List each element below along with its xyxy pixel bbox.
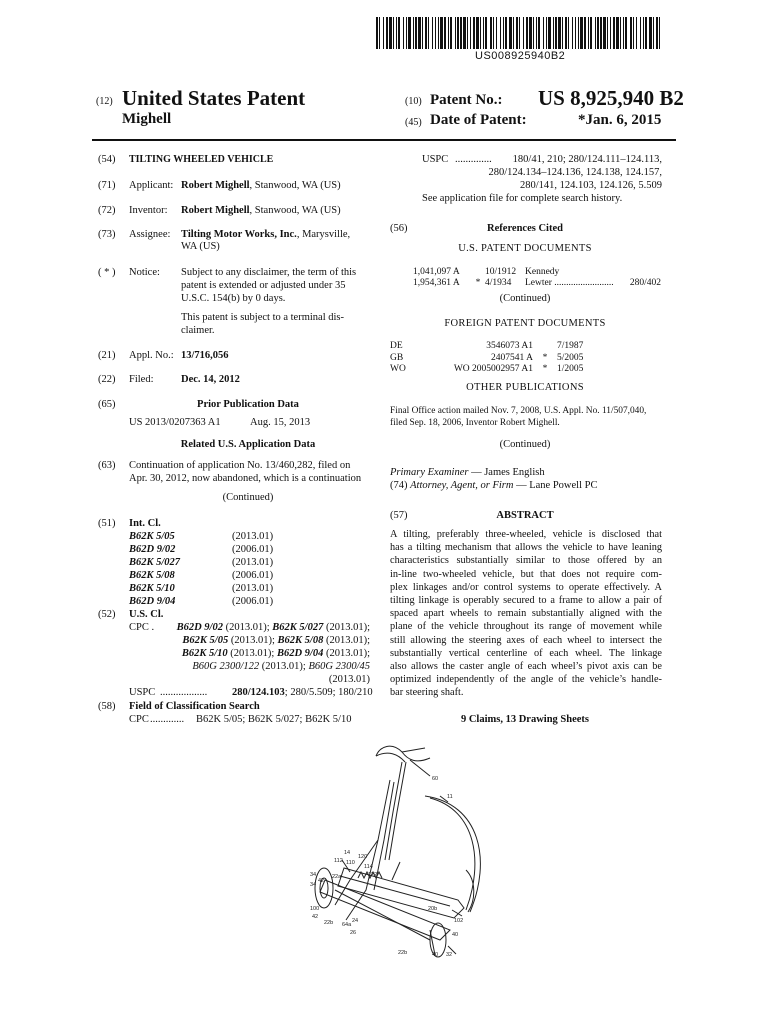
vehicle-drawing [280, 740, 490, 962]
abstract-heading: ABSTRACT [496, 510, 554, 521]
other-publications-continued: (Continued) [499, 439, 551, 450]
code-21: (21) [98, 350, 116, 361]
drawing-ref-label: 22a [332, 874, 342, 880]
drawing-ref-label: 14 [344, 850, 351, 856]
drawing-ref-label: 100 [310, 906, 320, 912]
uspc-search-line-1: 180/41, 210; 280/124.111–124.113, [512, 154, 662, 165]
uspc-search-line-2: 280/124.134–124.136, 124.138, 124.157, [488, 167, 662, 178]
date-of-patent-label: Date of Patent: [430, 112, 527, 128]
field-search-label: Field of Classification Search [129, 701, 260, 712]
uspc-dots: .................. [160, 687, 208, 698]
drawing-ref-label: 102 [454, 918, 464, 924]
int-cl-row: B62D 9/02 (2006.01) [129, 544, 274, 555]
abstract-line: spaced apart wheels to remain substantially aligned with the [390, 608, 662, 620]
field-search-dots: ............. [150, 714, 185, 725]
terminal-disclaimer: This patent is subject to a terminal dis- claimer. [181, 312, 345, 336]
assignee: Tilting Motor Works, Inc., Marysville, [181, 229, 351, 240]
drawing-ref-label: 32 [446, 952, 453, 958]
us-ref-row: 1,954,361 A * 4/1934 Lewter ......................... 280/402 [413, 278, 661, 288]
int-cl-row: B62D 9/04 (2006.01) [129, 596, 274, 607]
us-patent-documents-heading: U.S. PATENT DOCUMENTS [458, 243, 592, 254]
abstract-line: also allows the caster angle of each wheel’s pivot axis can be [390, 661, 662, 673]
code-63: (63) [98, 460, 116, 471]
code-72: (72) [98, 205, 116, 216]
patent-no-label: Patent No.: [430, 92, 503, 108]
foreign-documents-heading: FOREIGN PATENT DOCUMENTS [444, 318, 606, 329]
attorney: (74) Attorney, Agent, or Firm — Lane Powell PC [390, 480, 598, 491]
cpc-line: B62K 5/10 (2013.01); B62D 9/04 (2013.01); [181, 648, 370, 659]
prior-publication-date: Aug. 15, 2013 [250, 417, 311, 428]
see-application-file: See application file for complete search history. [422, 193, 623, 204]
code-22: (22) [98, 374, 116, 385]
code-54: (54) [98, 154, 116, 165]
abstract-line: optimized independently of the angle of the vehicle’s handle- [390, 674, 662, 686]
us-ref-row: 1,041,097 A 10/1912 Kennedy [413, 267, 560, 277]
drawing-ref-label: 40 [432, 952, 439, 958]
drawing-ref-label: 60 [432, 776, 439, 782]
code-51: (51) [98, 518, 116, 529]
assignee-label: Assignee: [129, 229, 171, 240]
field-search-cpc-label: CPC [129, 714, 149, 725]
drawing-ref-label: 122 [368, 872, 378, 878]
related-application-heading: Related U.S. Application Data [180, 439, 316, 450]
code-12: (12) [96, 96, 113, 107]
code-57: (57) [390, 510, 408, 521]
cpc-line: (2013.01) [328, 674, 370, 685]
code-71: (71) [98, 180, 116, 191]
code-56: (56) [390, 223, 408, 234]
field-search-cpc: B62K 5/05; B62K 5/027; B62K 5/10 [196, 714, 352, 725]
int-cl-list [129, 530, 273, 608]
assignee-location: WA (US) [181, 241, 220, 252]
code-73: (73) [98, 229, 116, 240]
date-of-patent: *Jan. 6, 2015 [578, 112, 662, 128]
int-cl-label: Int. Cl. [129, 518, 161, 529]
uspc-search-line-3: 280/141, 124.103, 124.126, 5.509 [519, 180, 662, 191]
drawing-ref-label: 20b [428, 906, 438, 912]
abstract-line: in-line two-wheeled vehicle, but that does not require com- [390, 568, 662, 580]
references-continued: (Continued) [499, 293, 551, 304]
drawing-ref-label: 42 [312, 914, 319, 920]
abstract-line: still allowing the steering axes of each wheel to intersect the [390, 634, 662, 646]
claims-sheets: 9 Claims, 13 Drawing Sheets [460, 714, 590, 725]
inventor: Robert Mighell, Stanwood, WA (US) [181, 205, 341, 216]
notice-label: Notice: [129, 267, 160, 278]
drawing-ref-label: 110 [346, 860, 355, 866]
primary-examiner: Primary Examiner — James English [390, 467, 545, 478]
cpc-label: CPC . [129, 622, 155, 633]
cpc-classes [160, 621, 370, 686]
int-cl-row: B62K 5/08 (2006.01) [129, 570, 274, 581]
uspc-value: 280/124.103; 280/5.509; 180/210 [232, 687, 373, 698]
code-10: (10) [405, 96, 422, 107]
abstract-line: bar steering shaft. [390, 687, 464, 699]
abstract-line: plex linkages and/or control systems to operate effectively. A [390, 581, 662, 593]
code-58: (58) [98, 701, 116, 712]
continuation-text: Continuation of application No. 13/460,282, filed on Apr. 30, 2012, now abandoned, which is a continuation [129, 460, 362, 484]
drawing-ref-label: 11 [447, 794, 453, 800]
code-notice: ( * ) [98, 267, 116, 278]
drawing-ref-label: 24 [352, 918, 359, 924]
int-cl-row: B62K 5/10 (2013.01) [129, 583, 274, 594]
abstract-line: A tilting, preferably three-wheeled, vehicle is disclosed that [390, 529, 662, 540]
drawing-ref-label: 42 [318, 878, 325, 884]
cpc-line: B62D 9/02 (2013.01); B62K 5/027 (2013.01); [176, 622, 370, 633]
filed-date: Dec. 14, 2012 [181, 374, 240, 385]
drawing-ref-label: 22b [324, 920, 334, 926]
foreign-ref-row: WO WO 2005002957 A1 * 1/2005 [390, 364, 584, 374]
foreign-ref-row: DE 3546073 A1 7/1987 [390, 341, 584, 351]
patent-number: US 8,925,940 B2 [538, 86, 684, 110]
uspc-search-dots: .............. [455, 154, 492, 165]
cpc-line: B60G 2300/122 (2013.01); B60G 2300/45 [192, 661, 370, 672]
inventor-surname: Mighell [122, 111, 172, 127]
continuation-continued: (Continued) [222, 492, 274, 503]
abstract-line: characteristics substantially similar to those offered by an [390, 555, 662, 567]
header-rule [92, 139, 676, 141]
int-cl-row: B62K 5/05 (2013.01) [129, 531, 274, 542]
prior-publication-heading: Prior Publication Data [197, 399, 299, 410]
other-publication: Final Office action mailed Nov. 7, 2008, U.S. Appl. No. 11/507,040, filed Sep. 18, 2006, Inventor Robert Mighell. [390, 406, 647, 428]
drawing-ref-label: 40 [452, 932, 459, 938]
drawing-ref-label: 120 [358, 854, 368, 860]
drawing-ref-label: 114 [364, 864, 373, 870]
filed-label: Filed: [129, 374, 154, 385]
appl-no-label: Appl. No.: [129, 350, 174, 361]
foreign-refs [390, 341, 583, 376]
abstract-text [390, 528, 662, 700]
cpc-line: B62K 5/05 (2013.01); B62K 5/08 (2013.01); [182, 635, 370, 646]
code-65: (65) [98, 399, 116, 410]
drawing-ref-label: 34 [310, 872, 317, 878]
drawing-ref-label: 34 [310, 882, 317, 888]
abstract-line: tilting linkage is operably secured to a frame to allow a pair of [390, 595, 662, 607]
abstract-line: has a tilting mechanism that allows the vehicle to have leaning [390, 542, 662, 554]
uspc-search-label: USPC [422, 154, 449, 165]
us-cl-label: U.S. Cl. [129, 609, 164, 620]
other-publications-heading: OTHER PUBLICATIONS [466, 382, 584, 393]
barcode [376, 17, 666, 49]
code-45: (45) [405, 117, 422, 128]
drawing-ref-label: 26 [350, 930, 357, 936]
invention-title: TILTING WHEELED VEHICLE [129, 154, 274, 165]
abstract-line: plane of the vehicle throughout its range of movement while [390, 621, 662, 633]
drawing-ref-label: 64a [342, 922, 352, 928]
inventor-label: Inventor: [129, 205, 168, 216]
applicant-label: Applicant: [129, 180, 174, 191]
prior-publication-number: US 2013/0207363 A1 [129, 417, 221, 428]
applicant: Robert Mighell, Stanwood, WA (US) [181, 180, 341, 191]
drawing-ref-label: 22b [398, 950, 408, 956]
drawing-ref-label: 112 [334, 858, 343, 864]
barcode-number: US008925940B2 [475, 50, 566, 62]
notice-text: Subject to any disclaimer, the term of this patent is extended or adjusted under 35 U.S.C. 154(b) by 0 days. [181, 267, 357, 304]
uspc-label: USPC [129, 687, 156, 698]
references-cited-heading: References Cited [487, 223, 563, 234]
barcode-bar [660, 17, 663, 49]
abstract-line: substantially vertical centerline of each wheel. The linkage [390, 647, 662, 659]
patent-type-title: United States Patent [122, 86, 306, 110]
appl-no: 13/716,056 [181, 350, 229, 361]
foreign-ref-row: GB 2407541 A * 5/2005 [390, 352, 584, 363]
code-52: (52) [98, 609, 116, 620]
int-cl-row: B62K 5/027 (2013.01) [129, 557, 274, 568]
